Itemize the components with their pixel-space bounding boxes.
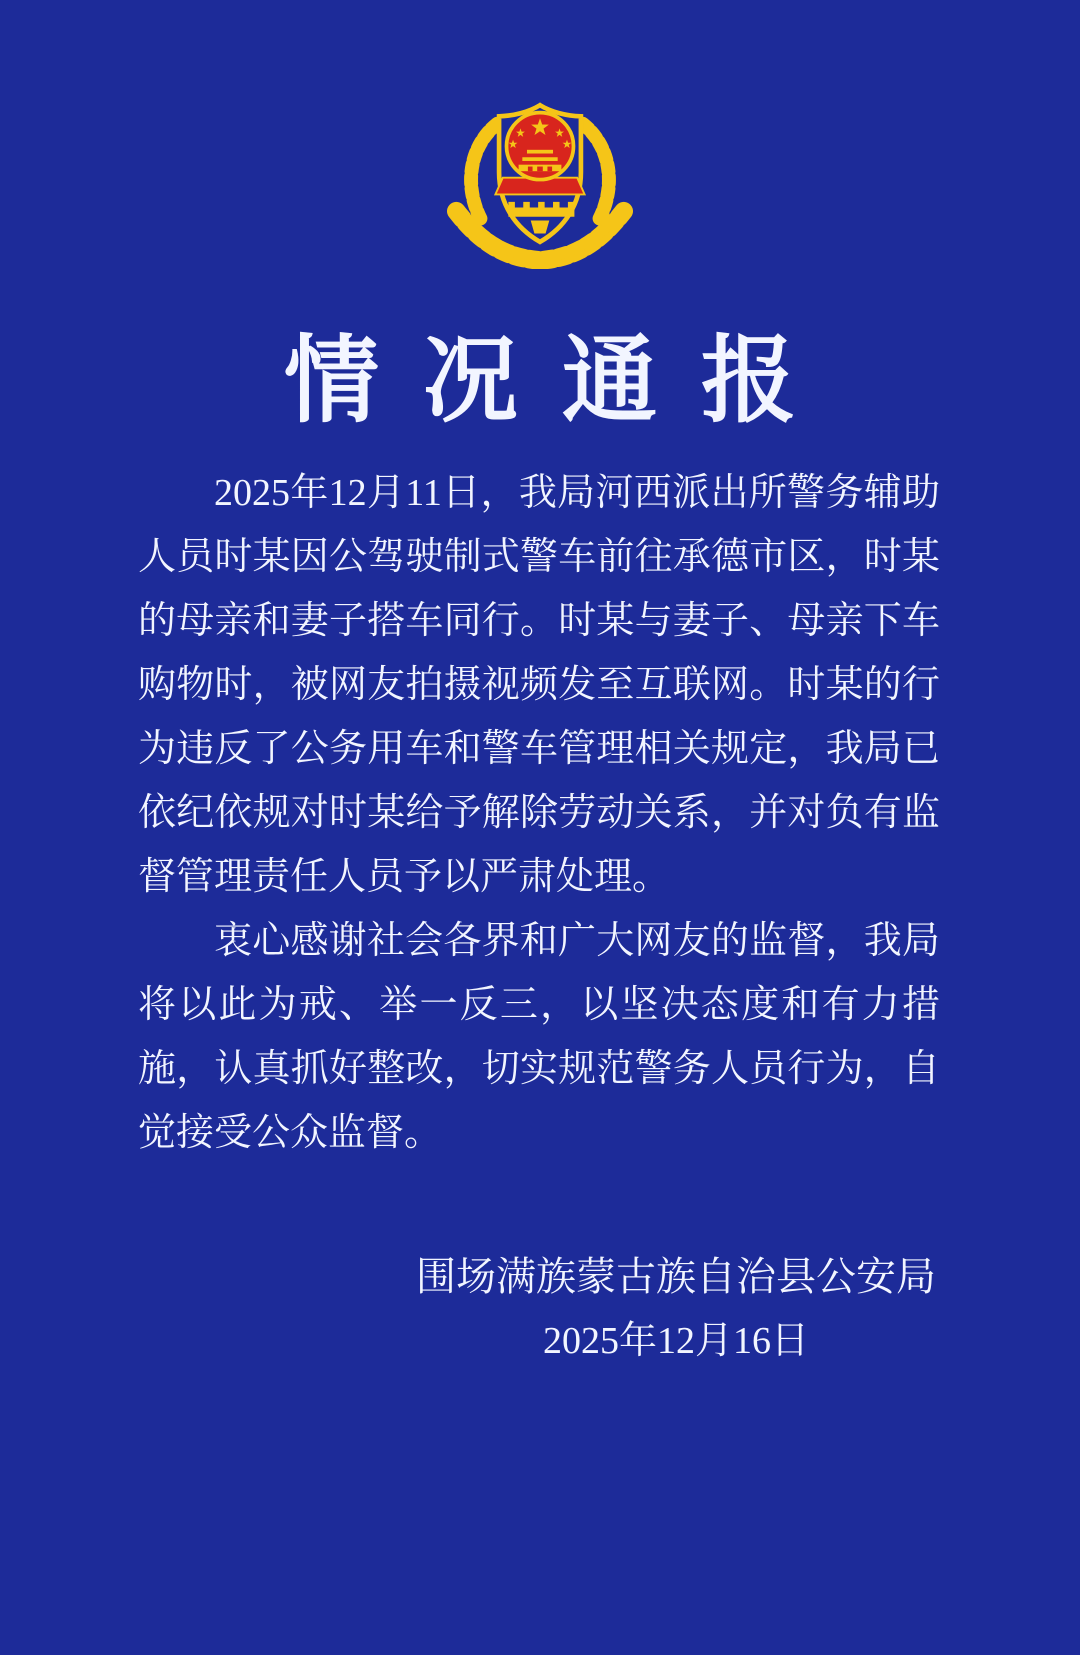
emblem-area [0, 0, 1080, 274]
notice-line: 人员时某因公驾驶制式警车前往承德市区，时某 [138, 536, 940, 578]
notice-title: 情况通报 [283, 328, 840, 434]
notice-line: 购物时，被网友拍摄视频发至互联网。时某的行 [138, 664, 940, 706]
notice-line: 将以此为戒、举一反三，以坚决态度和有力措 [138, 984, 940, 1026]
signature-line: 围场满族蒙古族自治县公安局 [416, 1254, 936, 1299]
notice-line: 为违反了公务用车和警车管理相关规定，我局已 [138, 728, 940, 770]
notice-closing [396, 1245, 956, 1373]
date-line: 2025年12月16日 [542, 1320, 809, 1362]
notice-line: 施，认真抓好整改，切实规范警务人员行为，自 [138, 1048, 940, 1090]
police-badge-icon [447, 92, 633, 269]
notice-body [138, 461, 940, 1165]
notice-line: 衷心感谢社会各界和广大网友的监督，我局 [214, 920, 940, 962]
notice-line: 督管理责任人员予以严肃处理。 [138, 856, 671, 898]
notice-line: 2025年12月11日，我局河西派出所警务辅助 [214, 472, 940, 514]
notice-line: 依纪依规对时某给予解除劳动关系，并对负有监 [138, 792, 940, 834]
notice-line: 觉接受公众监督。 [138, 1112, 443, 1154]
notice-line: 的母亲和妻子搭车同行。时某与妻子、母亲下车 [138, 600, 940, 642]
